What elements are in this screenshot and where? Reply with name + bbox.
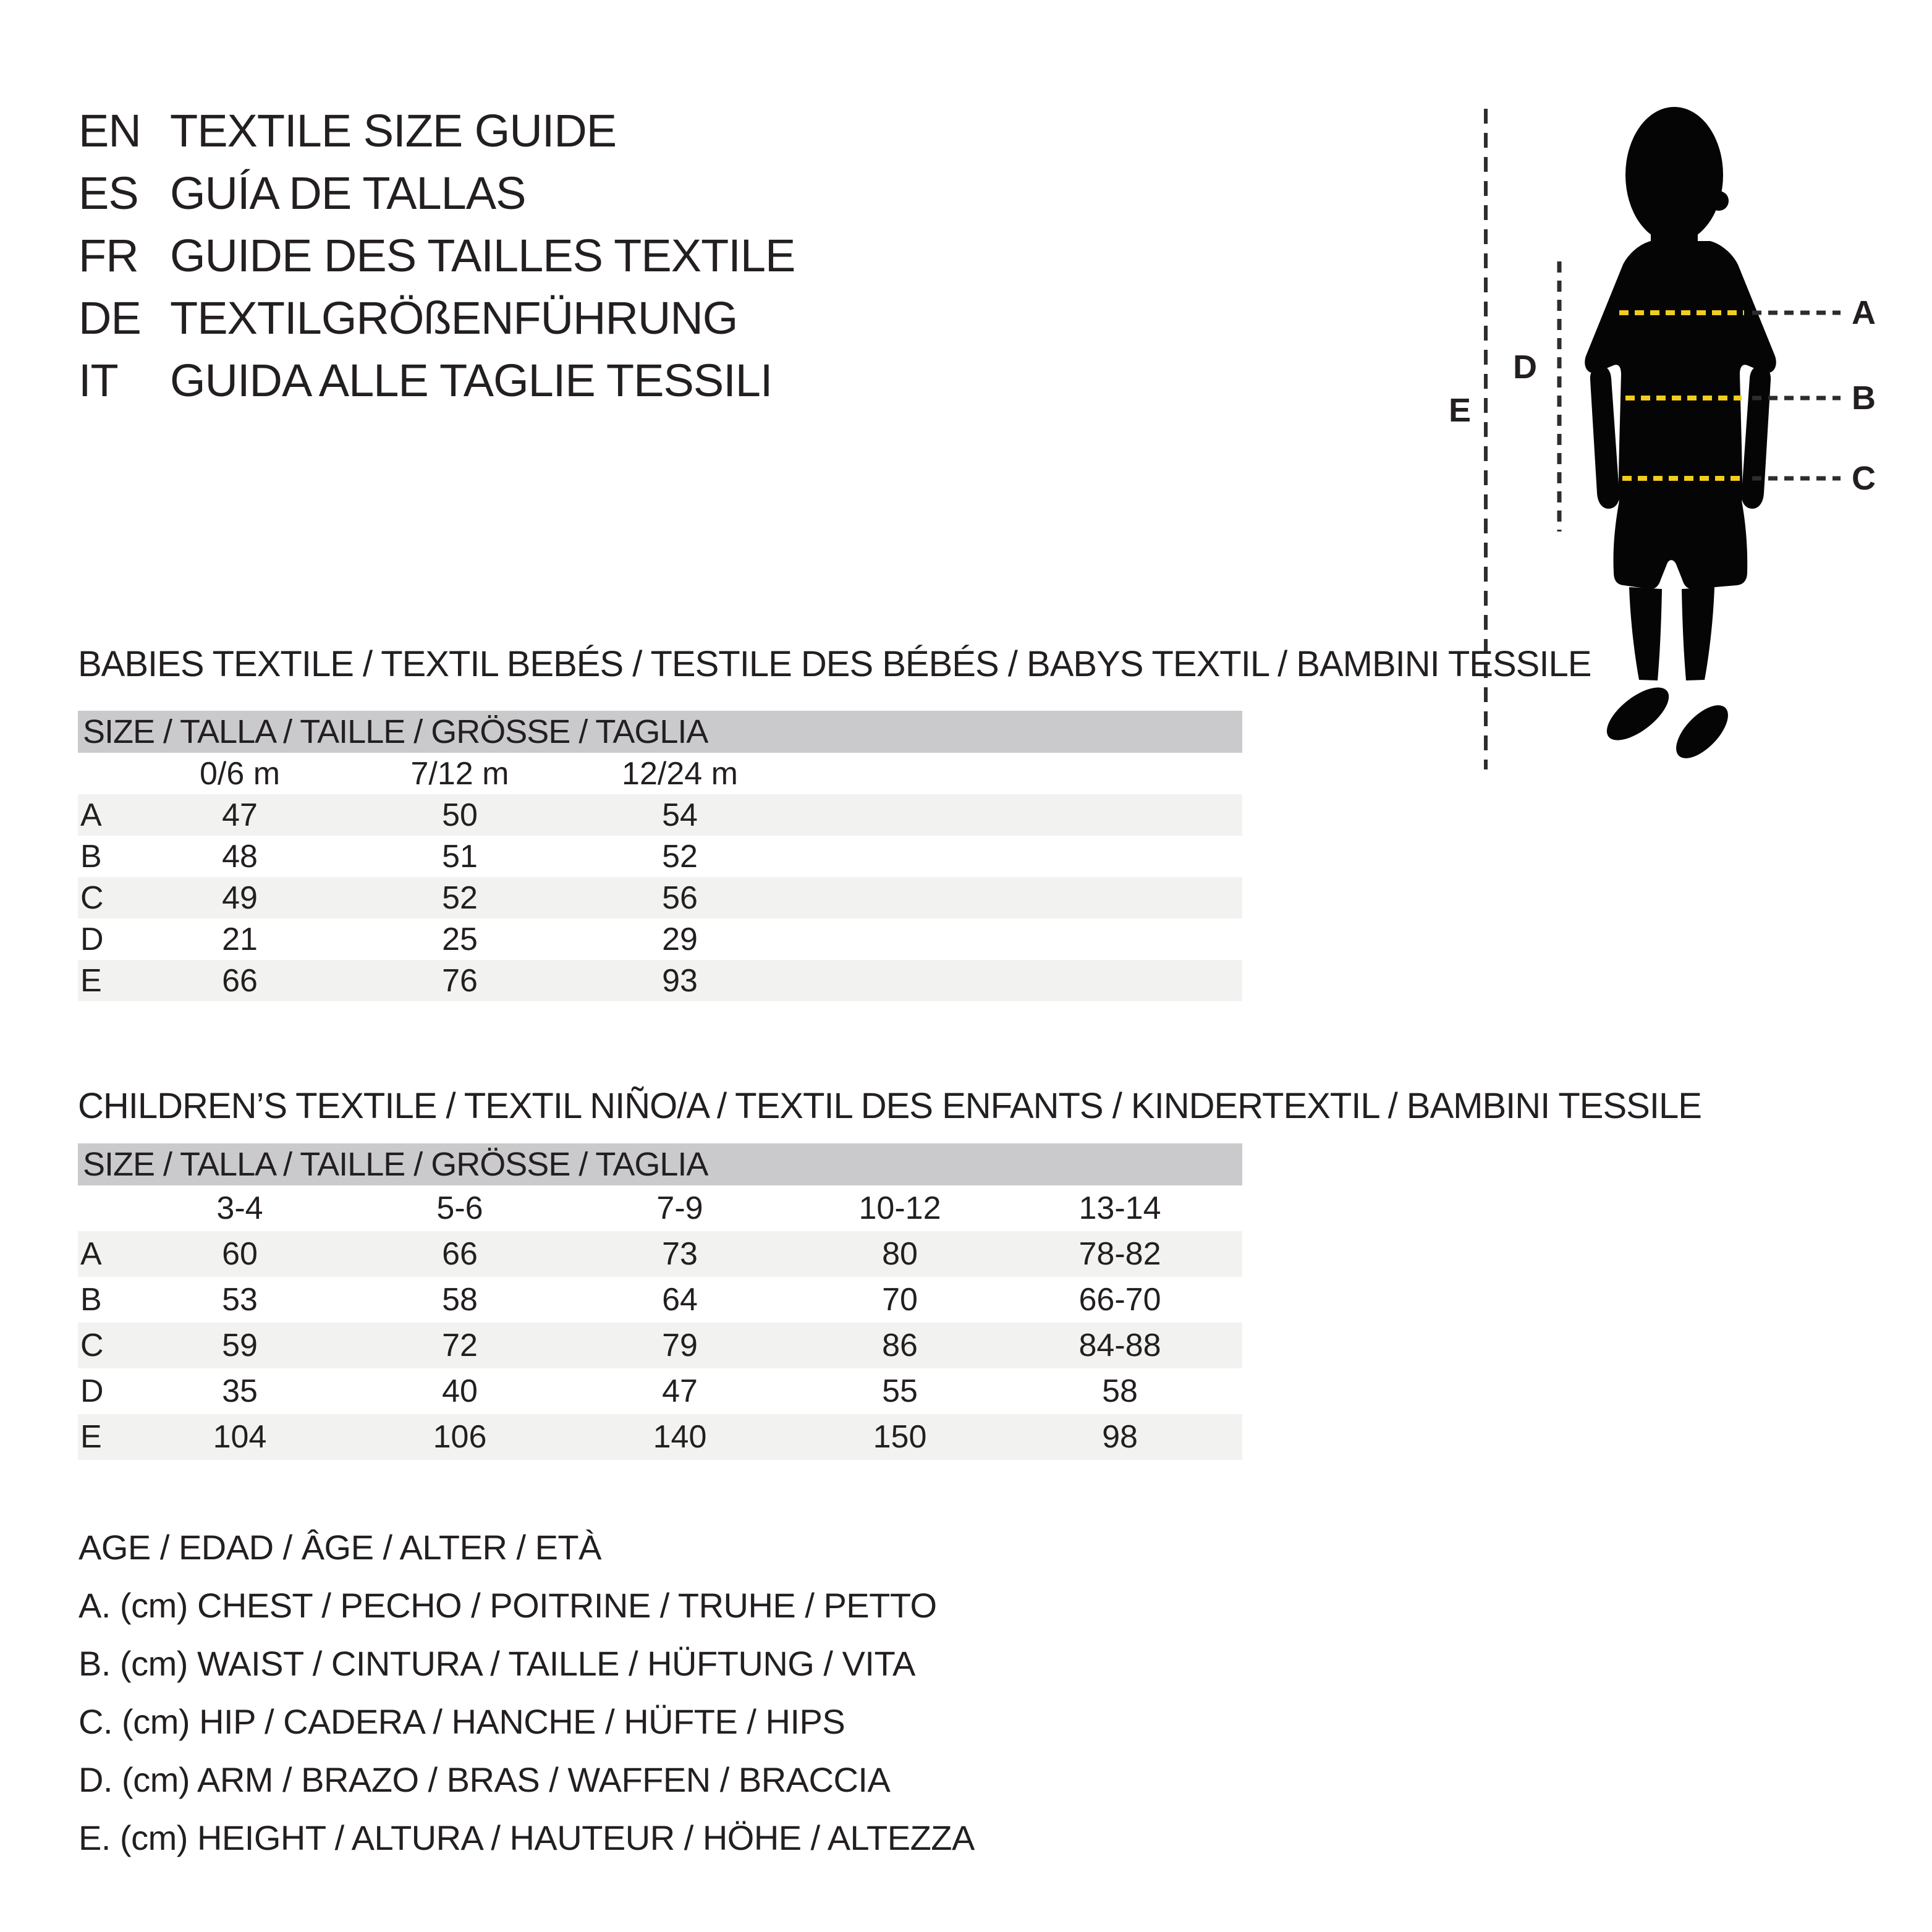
- language-title: GUIDA ALLE TAGLIE TESSILI: [170, 355, 773, 406]
- cell: 60: [222, 1236, 258, 1272]
- cell: 52: [442, 879, 478, 916]
- chest-label-a: A: [1852, 294, 1876, 331]
- silhouette-left-arm: [1590, 366, 1619, 509]
- language-title-list: [78, 100, 795, 412]
- language-title: TEXTILGRÖßENFÜHRUNG: [170, 292, 738, 344]
- legend-age-line: AGE / EDAD / ÂGE / ALTER / ETÀ: [78, 1527, 601, 1567]
- children-column-header-row: [78, 1185, 1242, 1231]
- column-header: 5-6: [436, 1190, 483, 1226]
- cell: 104: [213, 1419, 267, 1455]
- child-silhouette: [1585, 107, 1776, 767]
- cell: 47: [222, 797, 258, 833]
- legend-chest-line: A. (cm) CHEST / PECHO / POITRINE / TRUHE / PETTO: [78, 1585, 937, 1625]
- babies-size-header-band: SIZE / TALLA / TAILLE / GRÖSSE / TAGLIA: [78, 711, 1242, 753]
- table-row-a: [78, 794, 1242, 836]
- legend-hip-line: C. (cm) HIP / CADERA / HANCHE / HÜFTE / HIPS: [78, 1701, 845, 1741]
- cell: 150: [873, 1419, 927, 1455]
- table-row-b: [78, 836, 1242, 877]
- silhouette-right-shoe: [1667, 697, 1737, 767]
- legend-waist-line: B. (cm) WAIST / CINTURA / TAILLE / HÜFTUNG / VITA: [78, 1643, 915, 1683]
- language-row-fr: [78, 224, 795, 287]
- babies-column-header-row: [78, 753, 1242, 794]
- children-section-title: CHILDREN’S TEXTILE / TEXTIL NIÑO/A / TEXTIL DES ENFANTS / KINDERTEXTIL / BAMBINI TESSILE: [78, 1086, 1701, 1126]
- row-label: C: [80, 1328, 104, 1363]
- arm-label-d: D: [1513, 349, 1537, 386]
- row-label: B: [80, 1282, 102, 1318]
- table-row-d: [78, 1368, 1242, 1414]
- language-row-es: [78, 162, 795, 224]
- column-header: 13-14: [1078, 1190, 1161, 1226]
- language-title: TEXTILE SIZE GUIDE: [170, 105, 617, 156]
- column-header: 7-9: [656, 1190, 703, 1226]
- height-label-e: E: [1449, 392, 1472, 429]
- table-row-e: [78, 1414, 1242, 1460]
- cell: 64: [662, 1282, 698, 1318]
- babies-section-title: BABIES TEXTILE / TEXTIL BEBÉS / TESTILE DES BÉBÉS / BABYS TEXTIL / BAMBINI TESSILE: [78, 644, 1591, 684]
- children-size-header-band: SIZE / TALLA / TAILLE / GRÖSSE / TAGLIA: [78, 1143, 1242, 1185]
- cell: 47: [662, 1373, 698, 1409]
- cell: 51: [442, 838, 478, 875]
- row-label: E: [80, 962, 102, 999]
- babies-size-table: [78, 711, 1242, 1001]
- table-row-e: [78, 960, 1242, 1001]
- cell: 80: [882, 1236, 918, 1272]
- hip-label-c: C: [1852, 460, 1876, 497]
- cell: 93: [662, 962, 698, 999]
- silhouette-right-arm: [1742, 366, 1771, 509]
- language-row-it: [78, 349, 795, 412]
- column-header: 12/24 m: [622, 755, 738, 792]
- cell: 70: [882, 1282, 918, 1318]
- cell: 86: [882, 1328, 918, 1363]
- row-label: B: [80, 838, 102, 875]
- cell: 49: [222, 879, 258, 916]
- cell: 21: [222, 921, 258, 957]
- language-code: FR: [78, 230, 138, 281]
- waist-label-b: B: [1852, 379, 1876, 417]
- legend-arm-line: D. (cm) ARM / BRAZO / BRAS / WAFFEN / BRACCIA: [78, 1760, 891, 1799]
- cell: 56: [662, 879, 698, 916]
- cell: 66: [222, 962, 258, 999]
- row-label: D: [80, 1373, 104, 1409]
- column-header: 10-12: [858, 1190, 941, 1226]
- language-code: DE: [78, 292, 141, 344]
- measurement-legend: [78, 1518, 975, 1866]
- cell: 78-82: [1078, 1236, 1161, 1272]
- table-row-c: [78, 877, 1242, 918]
- cell: 106: [433, 1419, 487, 1455]
- cell: 66-70: [1078, 1282, 1161, 1318]
- table-row-b: [78, 1277, 1242, 1323]
- cell: 140: [653, 1419, 707, 1455]
- cell: 25: [442, 921, 478, 957]
- cell: 48: [222, 838, 258, 875]
- cell: 53: [222, 1282, 258, 1318]
- cell: 84-88: [1078, 1328, 1161, 1363]
- language-title: GUIDE DES TAILLES TEXTILE: [170, 230, 795, 281]
- cell: 35: [222, 1373, 258, 1409]
- cell: 73: [662, 1236, 698, 1272]
- table-row-a: [78, 1231, 1242, 1277]
- column-header: 7/12 m: [410, 755, 509, 792]
- cell: 55: [882, 1373, 918, 1409]
- legend-height-line: E. (cm) HEIGHT / ALTURA / HAUTEUR / HÖHE / ALTEZZA: [78, 1818, 975, 1857]
- row-label: A: [80, 797, 102, 833]
- row-label: D: [80, 921, 104, 957]
- row-label: C: [80, 879, 104, 916]
- cell: 58: [442, 1282, 478, 1318]
- cell: 72: [442, 1328, 478, 1363]
- table-row-d: [78, 918, 1242, 960]
- silhouette-shorts: [1613, 501, 1747, 589]
- silhouette-ear: [1709, 191, 1729, 211]
- cell: 58: [1102, 1373, 1138, 1409]
- silhouette-left-shoe: [1598, 678, 1677, 750]
- language-row-en: [78, 100, 795, 162]
- language-row-de: [78, 287, 795, 349]
- row-label: A: [80, 1236, 102, 1272]
- cell: 52: [662, 838, 698, 875]
- cell: 40: [442, 1373, 478, 1409]
- language-code: EN: [78, 105, 141, 156]
- cell: 79: [662, 1328, 698, 1363]
- table-row-c: [78, 1323, 1242, 1368]
- column-header: 3-4: [216, 1190, 263, 1226]
- cell: 29: [662, 921, 698, 957]
- children-size-table: [78, 1143, 1242, 1460]
- cell: 66: [442, 1236, 478, 1272]
- language-code: ES: [78, 167, 138, 219]
- language-title: GUÍA DE TALLAS: [170, 167, 526, 219]
- cell: 50: [442, 797, 478, 833]
- cell: 54: [662, 797, 698, 833]
- language-code: IT: [78, 355, 118, 406]
- cell: 98: [1102, 1419, 1138, 1455]
- silhouette-left-leg: [1629, 587, 1662, 680]
- cell: 76: [442, 962, 478, 999]
- cell: 59: [222, 1328, 258, 1363]
- column-header: 0/6 m: [199, 755, 281, 792]
- silhouette-right-leg: [1682, 587, 1714, 680]
- row-label: E: [80, 1419, 102, 1455]
